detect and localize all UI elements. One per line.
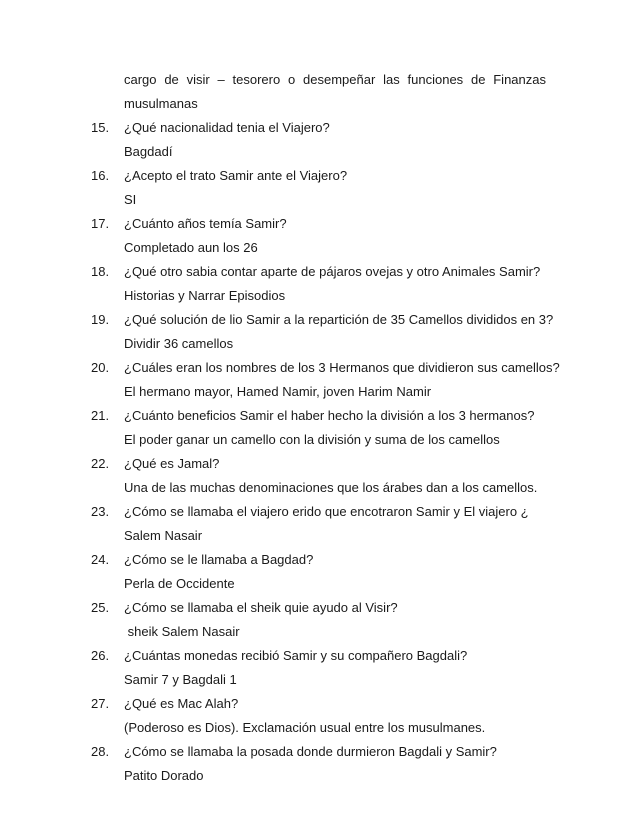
question-text: ¿Cuántas monedas recibió Samir y su compañero Bagdali? (124, 648, 468, 663)
question-text: ¿Cómo se llamaba el viajero erido que encotraron Samir y El viajero ¿ (124, 504, 529, 519)
item-number: 26. (91, 648, 110, 663)
question-text: ¿Cuánto años temía Samir? (124, 216, 287, 231)
answer-text: Historias y Narrar Episodios (124, 288, 286, 303)
item-number: 27. (91, 696, 110, 711)
answer-text: SI (124, 192, 137, 207)
question-text: ¿Qué otro sabia contar aparte de pájaros ovejas y otro Animales Samir? (124, 264, 541, 279)
answer-text: El poder ganar un camello con la división y suma de los camellos (124, 432, 500, 447)
intro-line-2: musulmanas (124, 96, 198, 111)
question-text: ¿Qué solución de lio Samir a la repartición de 35 Camellos divididos en 3? (124, 312, 554, 327)
item-number: 23. (91, 504, 110, 519)
question-text: ¿Cuáles eran los nombres de los 3 Hermanos que dividieron sus camellos? (124, 360, 560, 375)
answer-text: Perla de Occidente (124, 576, 235, 591)
intro-line-1: cargo de visir – tesorero o desempeñar las funciones de Finanzas (124, 72, 546, 87)
item-number: 20. (91, 360, 110, 375)
question-text: ¿Qué es Mac Alah? (124, 696, 239, 711)
answer-text: El hermano mayor, Hamed Namir, joven Harim Namir (124, 384, 432, 399)
answer-text: Completado aun los 26 (124, 240, 258, 255)
item-number: 17. (91, 216, 110, 231)
question-text: ¿Cómo se llamaba el sheik quie ayudo al Visir? (124, 600, 398, 615)
item-number: 15. (91, 120, 110, 135)
question-text: ¿Qué es Jamal? (124, 456, 220, 471)
answer-text: Patito Dorado (124, 768, 204, 783)
item-number: 18. (91, 264, 110, 279)
item-number: 22. (91, 456, 110, 471)
answer-text: Dividir 36 camellos (124, 336, 234, 351)
question-text: ¿Cómo se llamaba la posada donde durmieron Bagdali y Samir? (124, 744, 497, 759)
answer-text: sheik Salem Nasair (124, 624, 240, 639)
item-number: 16. (91, 168, 110, 183)
item-number: 25. (91, 600, 110, 615)
question-text: ¿Cuánto beneficios Samir el haber hecho la división a los 3 hermanos? (124, 408, 535, 423)
answer-text: Bagdadí (124, 144, 173, 159)
question-text: ¿Acepto el trato Samir ante el Viajero? (124, 168, 348, 183)
item-number: 19. (91, 312, 110, 327)
answer-text: Salem Nasair (124, 528, 203, 543)
item-number: 28. (91, 744, 110, 759)
question-text: ¿Cómo se le llamaba a Bagdad? (124, 552, 314, 567)
question-text: ¿Qué nacionalidad tenia el Viajero? (124, 120, 330, 135)
answer-text: Una de las muchas denominaciones que los árabes dan a los camellos. (124, 480, 538, 495)
item-number: 24. (91, 552, 110, 567)
item-number: 21. (91, 408, 110, 423)
answer-text: (Poderoso es Dios). Exclamación usual entre los musulmanes. (124, 720, 486, 735)
answer-text: Samir 7 y Bagdali 1 (124, 672, 237, 687)
